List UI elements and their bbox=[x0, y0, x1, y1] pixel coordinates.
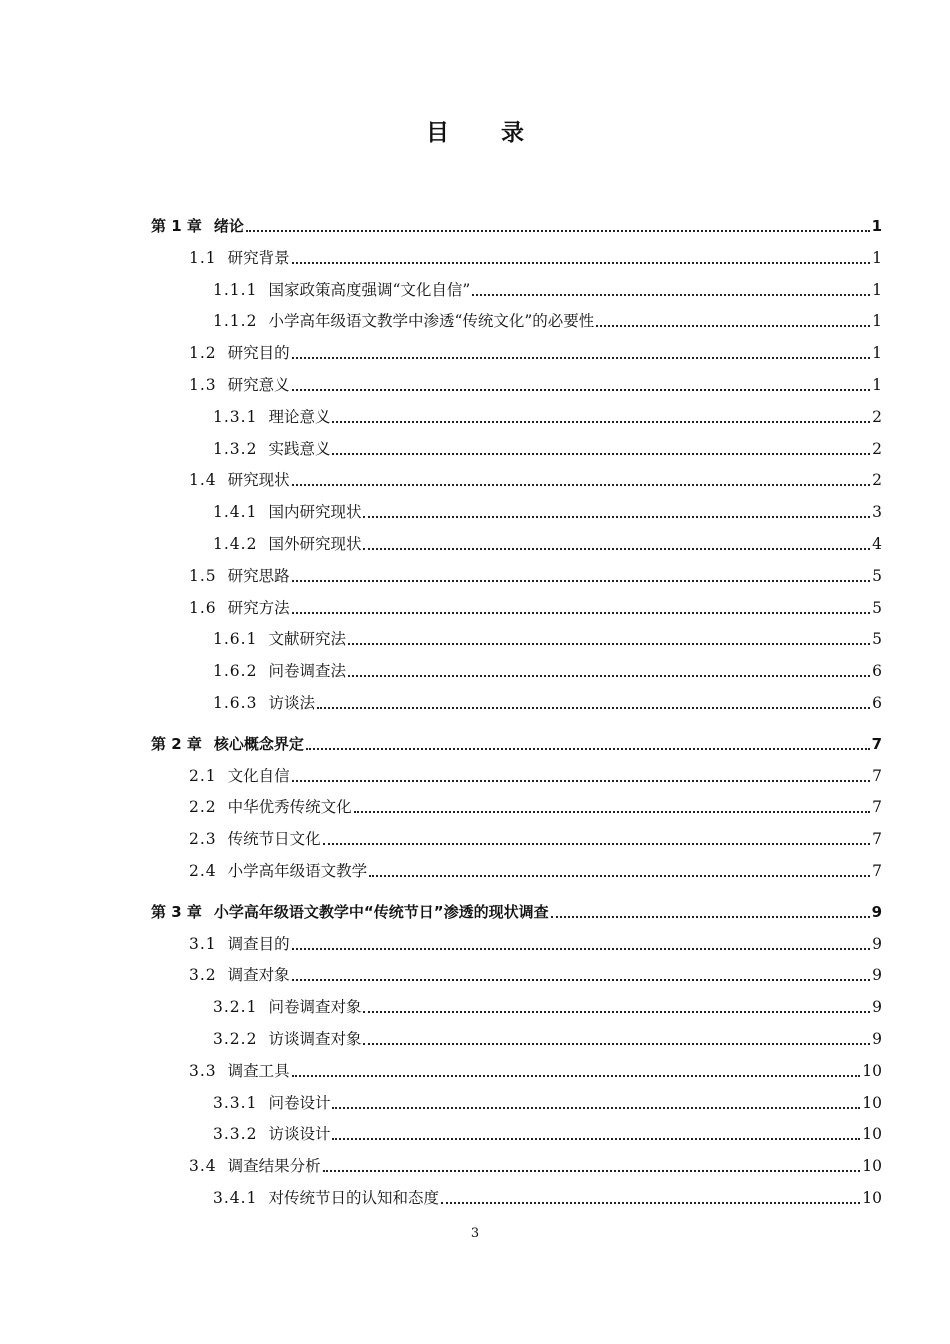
toc-entry-title: 文献研究法 bbox=[268, 630, 346, 649]
toc-entry-number: 1.4 bbox=[189, 471, 217, 490]
dot-leader bbox=[246, 218, 870, 232]
toc-entry-page: 7 bbox=[872, 798, 882, 817]
toc-entry-title: 访谈设计 bbox=[268, 1125, 331, 1144]
toc-entry-label bbox=[213, 692, 315, 714]
toc-entry-title: 研究目的 bbox=[227, 344, 290, 363]
toc-entry-number: 3.2.2 bbox=[213, 1030, 258, 1048]
toc-entry-page: 10 bbox=[862, 1125, 882, 1144]
toc-entry-page: 5 bbox=[872, 630, 882, 649]
dot-leader bbox=[292, 768, 870, 782]
toc-entry-page: 4 bbox=[872, 535, 882, 553]
toc-entry-number: 2.2 bbox=[189, 798, 217, 817]
toc-entry-page: 7 bbox=[872, 862, 882, 880]
toc-entry-number: 3.1 bbox=[189, 934, 217, 953]
dot-leader bbox=[363, 504, 870, 518]
toc-entry-number: 1.1 bbox=[189, 248, 217, 267]
toc-subsection-entry[interactable] bbox=[213, 497, 882, 523]
dot-leader bbox=[369, 863, 870, 877]
toc-entry-label bbox=[189, 860, 367, 882]
toc-entry-number: 1.3.2 bbox=[213, 439, 258, 458]
toc-subsection-entry[interactable] bbox=[213, 688, 882, 714]
dot-leader bbox=[292, 568, 870, 582]
toc-entry-label bbox=[189, 374, 290, 396]
toc-entry-page: 7 bbox=[872, 766, 882, 785]
toc-entry-label bbox=[151, 901, 549, 923]
toc-section-entry[interactable] bbox=[189, 761, 882, 787]
toc-entry-number: 1.1.1 bbox=[213, 280, 258, 299]
dot-leader bbox=[292, 377, 870, 391]
toc-entry-title: 实践意义 bbox=[268, 439, 331, 458]
toc-section-entry[interactable] bbox=[189, 856, 882, 882]
toc-entry-number: 3.3 bbox=[189, 1061, 217, 1080]
toc-entry-number: 第 1 章 bbox=[151, 217, 202, 235]
toc-entry-title: 理论意义 bbox=[268, 407, 331, 426]
toc-entry-page: 1 bbox=[872, 312, 882, 331]
toc-subsection-entry[interactable] bbox=[213, 992, 882, 1018]
toc-entry-label bbox=[189, 828, 321, 850]
dot-leader bbox=[348, 663, 870, 677]
toc-entry-page: 2 bbox=[872, 439, 882, 458]
dot-leader bbox=[292, 1063, 861, 1077]
toc-entry-number: 3.4 bbox=[189, 1157, 217, 1176]
toc-entry-number: 1.3.1 bbox=[213, 407, 258, 426]
toc-entry-title: 研究背景 bbox=[227, 248, 290, 267]
toc-entry-page: 1 bbox=[872, 280, 882, 299]
dot-leader bbox=[317, 695, 870, 709]
toc-entry-page: 5 bbox=[872, 598, 882, 617]
dot-leader bbox=[292, 472, 870, 486]
toc-subsection-entry[interactable] bbox=[213, 1119, 882, 1145]
toc-entry-number: 1.4.1 bbox=[213, 503, 258, 522]
toc-entry-number: 2.1 bbox=[189, 766, 217, 785]
toc-entry-label bbox=[213, 996, 361, 1018]
toc-entry-page: 9 bbox=[872, 934, 882, 953]
toc-entry-label bbox=[213, 533, 361, 555]
toc-entry-page: 9 bbox=[871, 902, 882, 921]
dot-leader bbox=[551, 904, 870, 918]
toc-entry-number: 1.6.2 bbox=[213, 662, 258, 681]
toc-entry-page: 7 bbox=[872, 830, 882, 849]
dot-leader bbox=[348, 631, 870, 645]
toc-entry-number: 1.6.1 bbox=[213, 630, 258, 649]
toc-section-entry[interactable] bbox=[189, 593, 882, 619]
toc-entry-label bbox=[189, 247, 290, 269]
dot-leader bbox=[441, 1190, 860, 1204]
toc-entry-title: 调查目的 bbox=[227, 934, 290, 953]
toc-chapter-entry[interactable] bbox=[151, 729, 882, 755]
toc-entry-title: 文化自信 bbox=[227, 766, 290, 785]
dot-leader bbox=[363, 999, 870, 1013]
toc-entry-label bbox=[213, 406, 330, 428]
toc-chapter-entry[interactable] bbox=[151, 897, 882, 923]
toc-entry-title: 核心概念界定 bbox=[213, 734, 304, 753]
toc-entry-number: 3.3.1 bbox=[213, 1093, 258, 1112]
toc-entry-label bbox=[213, 310, 594, 332]
toc-entry-page: 6 bbox=[872, 662, 882, 681]
toc-subsection-entry[interactable] bbox=[213, 306, 882, 332]
toc-entry-title: 问卷调查对象 bbox=[268, 998, 362, 1017]
dot-leader bbox=[363, 536, 870, 550]
toc-subsection-entry[interactable] bbox=[213, 434, 882, 460]
toc-entry-number: 3.2.1 bbox=[213, 998, 258, 1017]
toc-entry-number: 3.4.1 bbox=[213, 1189, 258, 1207]
toc-entry-number: 1.2 bbox=[189, 344, 217, 363]
toc-entry-label bbox=[213, 501, 361, 523]
toc-entry-title: 对传统节日的认知和态度 bbox=[268, 1189, 439, 1207]
toc-entry-title: 国外研究现状 bbox=[268, 535, 362, 553]
toc-entry-page: 9 bbox=[872, 966, 882, 985]
toc-entry-page: 7 bbox=[871, 734, 882, 753]
toc-entry-title: 研究方法 bbox=[227, 598, 290, 617]
dot-leader bbox=[292, 967, 870, 981]
toc-entry-page: 1 bbox=[872, 344, 882, 363]
page-number-footer: 3 bbox=[470, 1226, 480, 1241]
dot-leader bbox=[472, 282, 870, 296]
toc-section-entry[interactable] bbox=[189, 1056, 882, 1082]
toc-entry-label bbox=[189, 933, 290, 955]
toc-section-entry[interactable] bbox=[189, 792, 882, 818]
toc-entry-label bbox=[213, 438, 330, 460]
toc-entry-label bbox=[151, 215, 244, 237]
toc-subsection-entry[interactable] bbox=[213, 1088, 882, 1114]
toc-entry-label bbox=[213, 1123, 330, 1145]
toc-section-entry[interactable] bbox=[189, 370, 882, 396]
dot-leader bbox=[332, 409, 870, 423]
toc-entry-number: 1.1.2 bbox=[213, 312, 258, 331]
toc-entry-number: 第 2 章 bbox=[151, 734, 202, 753]
toc-entry-title: 研究意义 bbox=[227, 376, 290, 394]
toc-entry-label bbox=[189, 765, 290, 787]
toc-entry-label bbox=[213, 1092, 330, 1114]
page-title: 目 录 bbox=[425, 120, 546, 146]
toc-entry-page: 10 bbox=[862, 1157, 882, 1176]
toc-section-entry[interactable] bbox=[189, 465, 882, 491]
toc-entry-title: 小学高年级语文教学中“传统节日”渗透的现状调查 bbox=[213, 902, 549, 921]
dot-leader bbox=[323, 1158, 861, 1172]
dot-leader bbox=[292, 936, 870, 950]
toc-entry-page: 6 bbox=[872, 694, 882, 712]
toc-entry-page: 3 bbox=[872, 503, 882, 522]
toc-section-entry[interactable] bbox=[189, 561, 882, 587]
toc-entry-title: 调查工具 bbox=[227, 1061, 290, 1080]
dot-leader bbox=[332, 1126, 860, 1140]
toc-entry-page: 9 bbox=[872, 1030, 882, 1048]
toc-entry-label bbox=[213, 660, 346, 682]
toc-entry-number: 3.3.2 bbox=[213, 1125, 258, 1144]
toc-entry-label bbox=[189, 469, 290, 491]
toc-subsection-entry[interactable] bbox=[213, 275, 882, 301]
dot-leader bbox=[306, 736, 870, 750]
toc-entry-title: 国家政策高度强调“文化自信” bbox=[268, 280, 471, 299]
toc-subsection-entry[interactable] bbox=[213, 624, 882, 650]
toc-entry-title: 小学高年级语文教学中渗透“传统文化”的必要性 bbox=[268, 312, 595, 331]
toc-entry-label bbox=[151, 733, 304, 755]
toc-subsection-entry[interactable] bbox=[213, 1024, 882, 1050]
toc-entry-label bbox=[213, 628, 346, 650]
toc-entry-label bbox=[213, 279, 470, 301]
toc-entry-number: 1.3 bbox=[189, 376, 217, 394]
toc-entry-page: 1 bbox=[872, 376, 882, 394]
toc-entry-title: 问卷设计 bbox=[268, 1093, 331, 1112]
toc-entry-number: 1.6.3 bbox=[213, 694, 258, 712]
dot-leader bbox=[292, 345, 870, 359]
toc-entry-title: 调查结果分析 bbox=[227, 1157, 321, 1176]
toc-section-entry[interactable] bbox=[189, 824, 882, 850]
dot-leader bbox=[332, 441, 870, 455]
dot-leader bbox=[354, 799, 870, 813]
dot-leader bbox=[292, 250, 870, 264]
toc-section-entry[interactable] bbox=[189, 960, 882, 986]
toc-entry-title: 国内研究现状 bbox=[268, 503, 362, 522]
toc-entry-title: 中华优秀传统文化 bbox=[227, 798, 352, 817]
toc-subsection-entry[interactable] bbox=[213, 402, 882, 428]
toc-entry-page: 1 bbox=[871, 217, 882, 235]
toc-entry-label bbox=[189, 565, 290, 587]
toc-entry-number: 1.6 bbox=[189, 598, 217, 617]
toc-entry-number: 1.5 bbox=[189, 566, 217, 585]
toc-entry-number: 第 3 章 bbox=[151, 902, 202, 921]
toc-entry-number: 3.2 bbox=[189, 966, 217, 985]
toc-subsection-entry[interactable] bbox=[213, 656, 882, 682]
toc-entry-page: 10 bbox=[862, 1189, 882, 1207]
toc-entry-title: 访谈调查对象 bbox=[268, 1030, 362, 1048]
toc-entry-page: 10 bbox=[862, 1061, 882, 1080]
toc-entry-title: 小学高年级语文教学 bbox=[227, 862, 368, 880]
toc-entry-number: 2.3 bbox=[189, 830, 217, 849]
toc-entry-label bbox=[189, 1155, 321, 1177]
toc-entry-label bbox=[189, 964, 290, 986]
toc-subsection-entry[interactable] bbox=[213, 529, 882, 555]
toc-entry-label bbox=[189, 1060, 290, 1082]
toc-chapter-entry[interactable] bbox=[151, 211, 882, 237]
toc-entry-title: 研究思路 bbox=[227, 566, 290, 585]
dot-leader bbox=[332, 1095, 860, 1109]
toc-entry-title: 绪论 bbox=[213, 217, 244, 235]
toc-section-entry[interactable] bbox=[189, 243, 882, 269]
toc-subsection-entry[interactable] bbox=[213, 1183, 882, 1209]
toc-entry-page: 10 bbox=[862, 1093, 882, 1112]
toc-entry-number: 1.4.2 bbox=[213, 535, 258, 553]
dot-leader bbox=[323, 831, 870, 845]
toc-entry-label bbox=[213, 1028, 361, 1050]
toc-entry-page: 2 bbox=[872, 471, 882, 490]
toc-entry-title: 访谈法 bbox=[268, 694, 315, 712]
toc-entry-title: 问卷调查法 bbox=[268, 662, 346, 681]
toc-section-entry[interactable] bbox=[189, 1151, 882, 1177]
toc-entry-number: 2.4 bbox=[189, 862, 217, 880]
toc-entry-label bbox=[189, 342, 290, 364]
toc-entry-label bbox=[213, 1187, 439, 1209]
toc-entry-page: 2 bbox=[872, 407, 882, 426]
toc-entry-page: 5 bbox=[872, 566, 882, 585]
toc-entry-title: 调查对象 bbox=[227, 966, 290, 985]
toc-entry-page: 1 bbox=[872, 248, 882, 267]
toc-entry-label bbox=[189, 796, 352, 818]
toc-entry-title: 传统节日文化 bbox=[227, 830, 321, 849]
dot-leader bbox=[363, 1031, 870, 1045]
dot-leader bbox=[292, 600, 870, 614]
toc-entry-page: 9 bbox=[872, 998, 882, 1017]
toc-entry-title: 研究现状 bbox=[227, 471, 290, 490]
toc-entry-label bbox=[189, 597, 290, 619]
toc-section-entry[interactable] bbox=[189, 929, 882, 955]
dot-leader bbox=[596, 313, 870, 327]
toc-section-entry[interactable] bbox=[189, 338, 882, 364]
